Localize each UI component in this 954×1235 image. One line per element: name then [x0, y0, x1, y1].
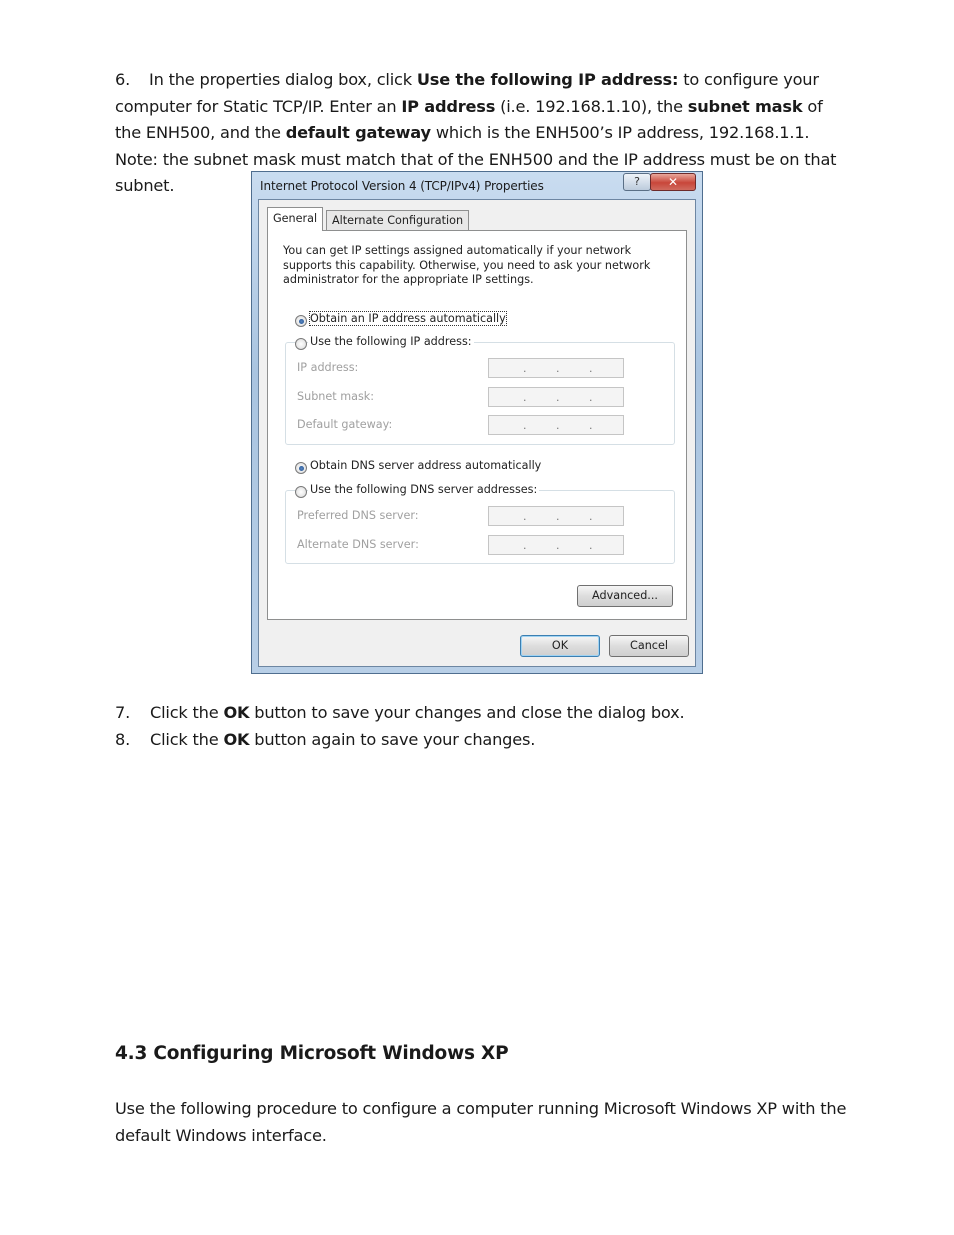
- step-8-item: 8. Click the OK button again to save your changes.: [115, 727, 535, 754]
- use-dns-radio[interactable]: [295, 486, 307, 498]
- obtain-ip-label[interactable]: Obtain an IP address automatically: [310, 312, 506, 325]
- dialog-title: Internet Protocol Version 4 (TCP/IPv4) Properties: [260, 179, 544, 193]
- ok-button[interactable]: OK: [520, 635, 600, 657]
- step-7-item: 7. Click the OK button to save your changes and close the dialog box.: [115, 700, 684, 727]
- advanced-button[interactable]: Advanced...: [577, 585, 673, 607]
- obtain-dns-label[interactable]: Obtain DNS server address automatically: [310, 459, 542, 472]
- tab-general[interactable]: General: [267, 207, 323, 231]
- alternate-dns-input[interactable]: . . .: [488, 535, 624, 555]
- step-number: 6.: [115, 70, 131, 89]
- step-6-paragraph: 6. In the properties dialog box, click Use the following IP address: to configure your computer for Static TCP/IP. Enter an IP address (i.e. 192.168.1.10), the subnet mask of the ENH500, and the default gateway which is the ENH500’s IP address, 192.168.1.1. Note: the subnet mask must match that of the ENH500 and the IP address must be on that subnet.: [115, 67, 845, 200]
- ip-address-label: IP address:: [297, 361, 359, 374]
- section-heading: 4.3 Configuring Microsoft Windows XP: [115, 1043, 509, 1064]
- dialog-client-area: [258, 199, 696, 667]
- preferred-dns-label: Preferred DNS server:: [297, 509, 419, 522]
- intro-text: You can get IP settings assigned automatically if your network supports this capability. Otherwise, you need to ask your network administrator for the appropriate IP settings.: [283, 244, 651, 286]
- use-ip-radio[interactable]: [295, 338, 307, 350]
- subnet-mask-input[interactable]: . . .: [488, 387, 624, 407]
- close-button[interactable]: ✕: [650, 173, 696, 191]
- obtain-dns-radio[interactable]: [295, 462, 307, 474]
- obtain-ip-radio[interactable]: [295, 315, 307, 327]
- preferred-dns-input[interactable]: . . .: [488, 506, 624, 526]
- step-number: 8.: [115, 730, 131, 749]
- use-ip-label[interactable]: Use the following IP address:: [310, 335, 472, 348]
- general-tab-page: [267, 230, 687, 620]
- default-gateway-label: Default gateway:: [297, 418, 393, 431]
- cancel-button[interactable]: Cancel: [609, 635, 689, 657]
- tcpip-properties-dialog: [251, 171, 703, 674]
- tab-alternate-configuration[interactable]: Alternate Configuration: [326, 210, 469, 230]
- alternate-dns-label: Alternate DNS server:: [297, 538, 419, 551]
- default-gateway-input[interactable]: . . .: [488, 415, 624, 435]
- ip-address-input[interactable]: . . .: [488, 358, 624, 378]
- section-paragraph: Use the following procedure to configure a computer running Microsoft Windows XP with the default Windows interface.: [115, 1099, 847, 1145]
- step-number: 7.: [115, 703, 131, 722]
- subnet-mask-label: Subnet mask:: [297, 390, 375, 403]
- help-button[interactable]: ?: [623, 173, 651, 191]
- use-dns-label[interactable]: Use the following DNS server addresses:: [310, 483, 538, 496]
